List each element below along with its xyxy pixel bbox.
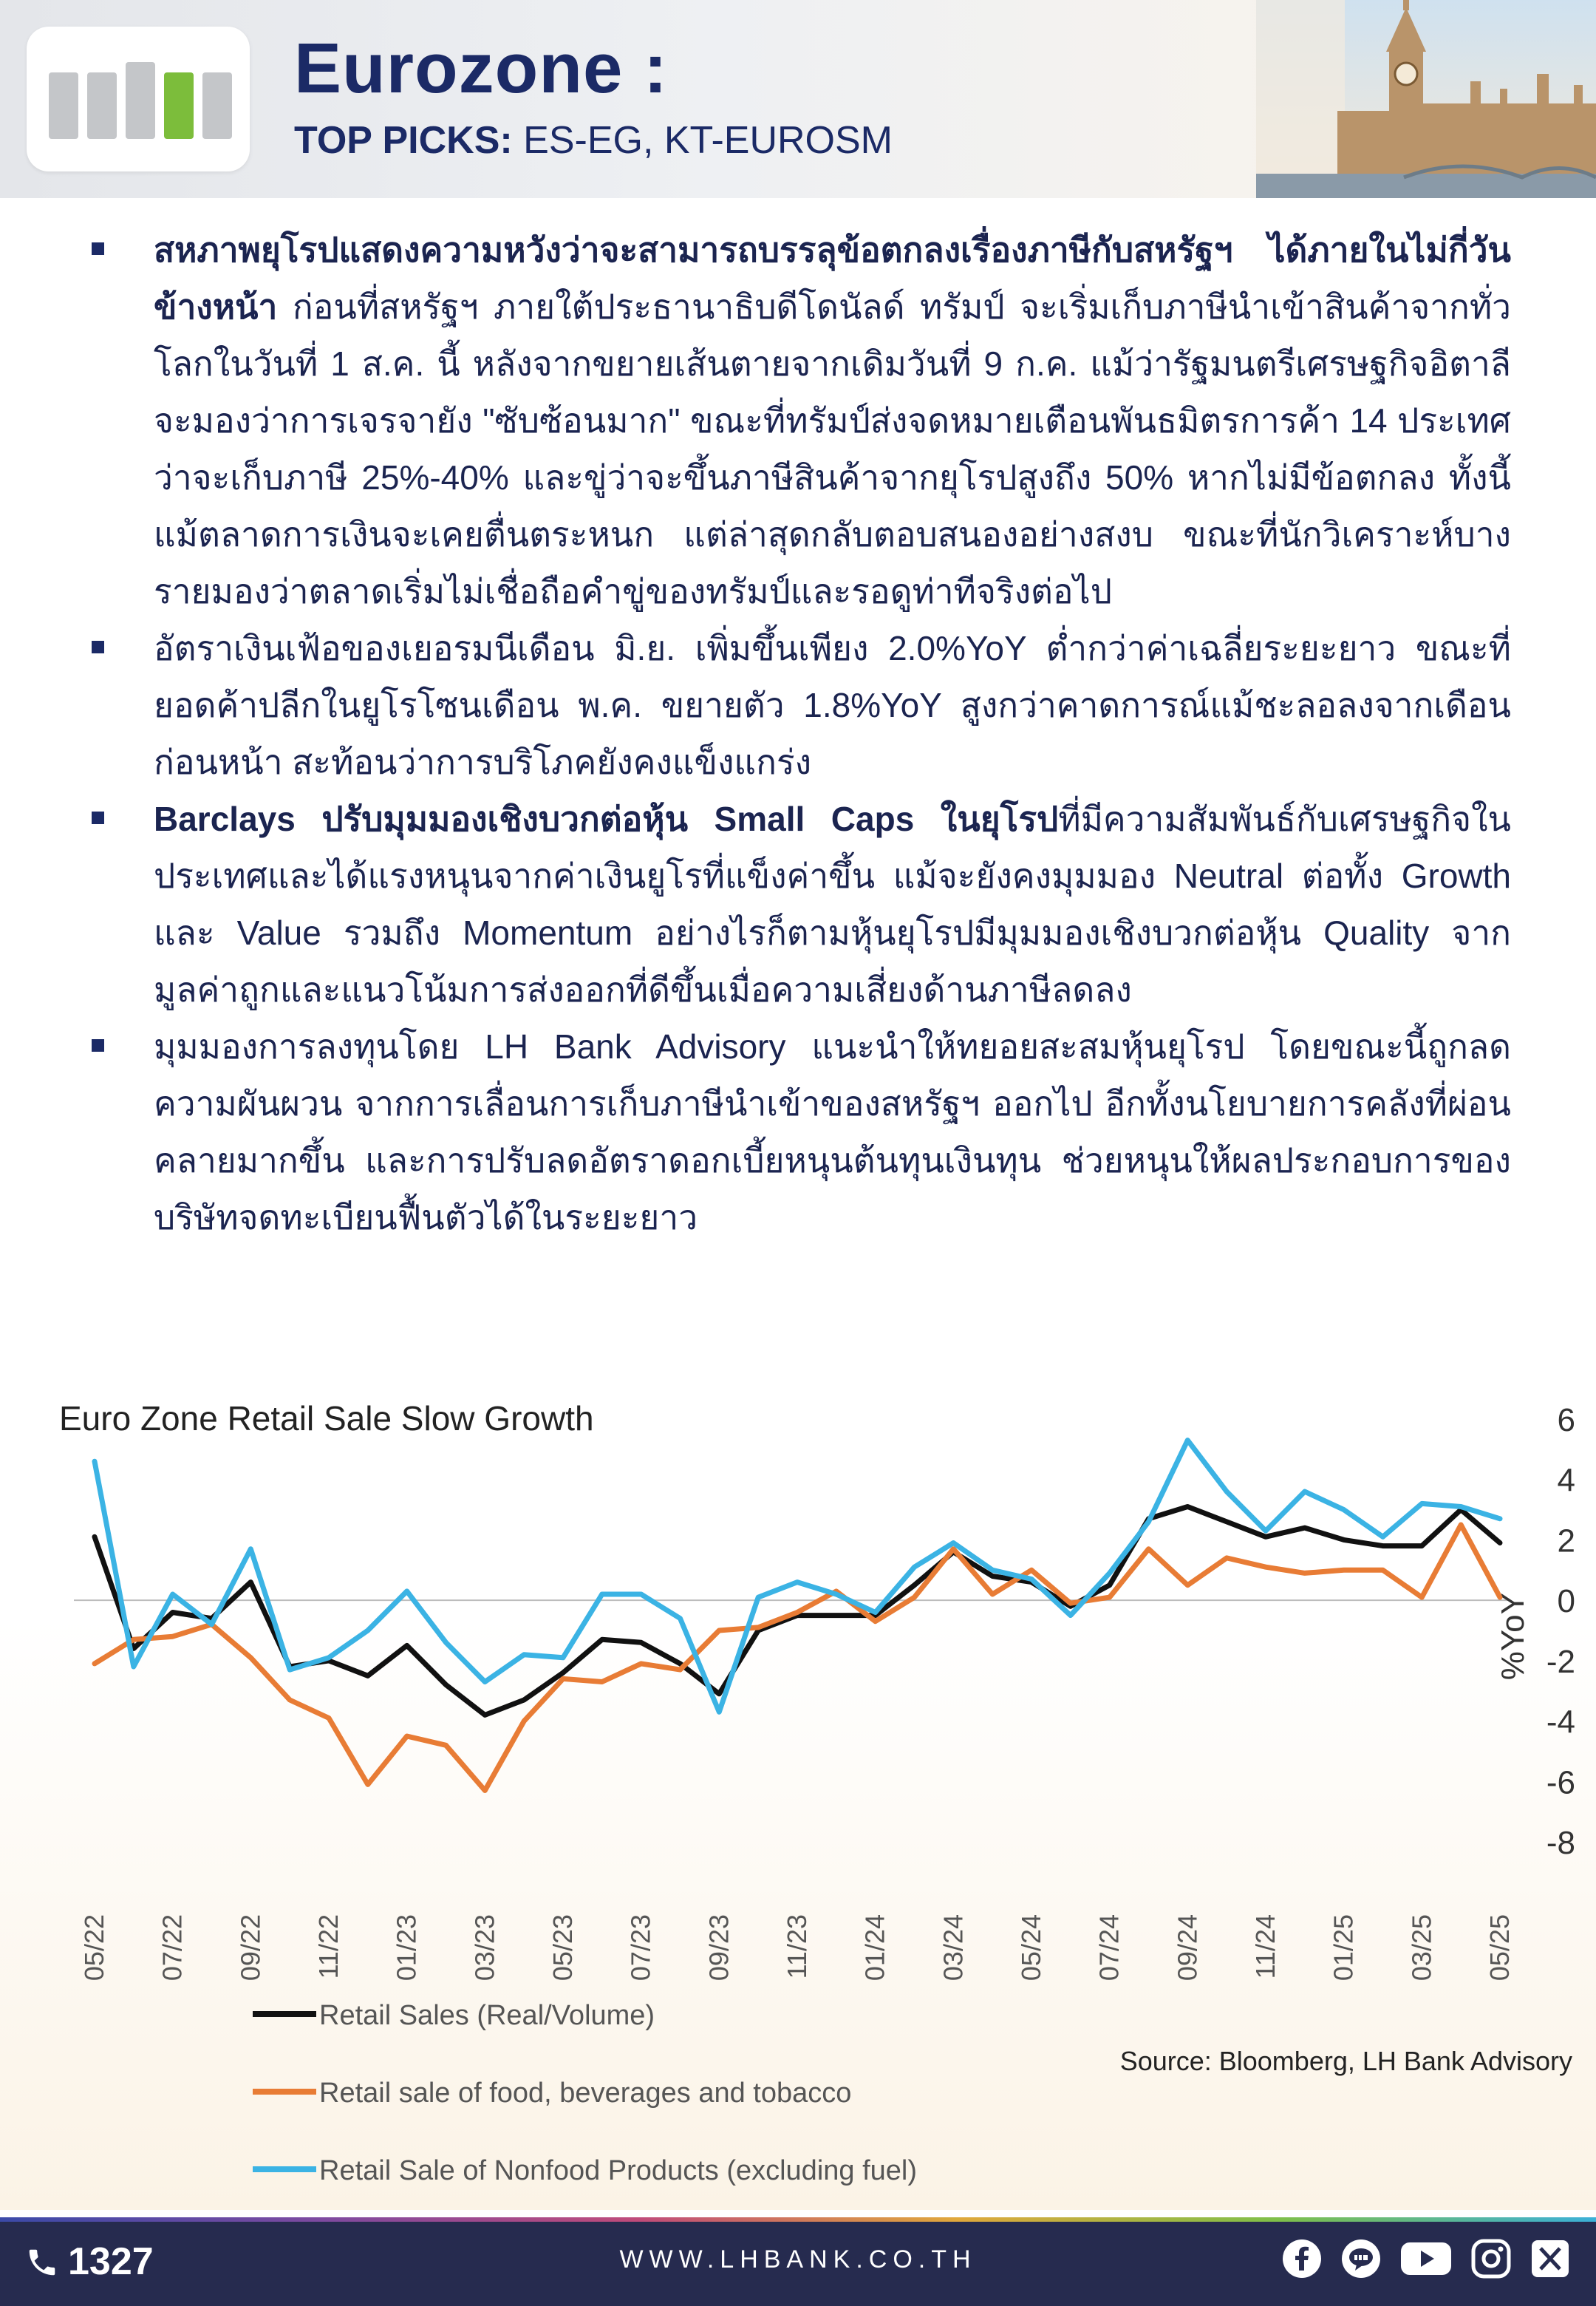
header [0, 0, 1596, 198]
x-tick-label: 09/22 [235, 1914, 266, 1982]
x-tick-label: 01/23 [391, 1914, 422, 1982]
y-tick-label: 0 [1557, 1583, 1575, 1620]
y-axis-label: %YoY [1495, 1593, 1531, 1681]
logo-bar [202, 72, 232, 139]
logo-bar [87, 72, 117, 139]
legend-label: Retail Sales (Real/Volume) [319, 2000, 655, 2031]
chart-plot [0, 1375, 1596, 2210]
london-skyline-image [1256, 0, 1596, 198]
x-tick-label: 05/24 [1016, 1914, 1046, 1982]
instagram-icon[interactable] [1470, 2238, 1512, 2279]
x-twitter-icon[interactable] [1530, 2238, 1571, 2279]
y-tick-label: 6 [1557, 1402, 1575, 1438]
x-tick-label: 03/24 [938, 1914, 969, 1982]
bullet-lh-bank-view [81, 1018, 1511, 1246]
x-tick-label: 03/25 [1406, 1914, 1437, 1982]
y-tick-label: -2 [1546, 1643, 1575, 1680]
line-icon[interactable] [1340, 2238, 1382, 2279]
bullet-text: ที่มีความสัมพันธ์กับเศรษฐกิจในประเทศและได้แรงหนุนจากค่าเงินยูโรที่แข็งค่าขึ้น แม้จะยังคงมุมมอง Neutral ต่อทั้ง Growth และ Value รวมถึง Momentum อย่างไรก็ตามหุ้นยุโรปมีมุมมองเชิงบวกต่อหุ้น Quality จากมูลค่าถูกและแนวโน้มการส่งออกที่ดีขึ้นเมื่อความเสี่ยงด้านภาษีลดลง [154, 800, 1511, 1009]
bullet-barclays-small-caps [81, 791, 1511, 1018]
bullet-text: อัตราเงินเฟ้อของเยอรมนีเดือน มิ.ย. เพิ่มขึ้นเพียง 2.0%YoY ต่ำกว่าค่าเฉลี่ยระยะยาว ขณะที่ยอดค้าปลีกในยูโรโซนเดือน พ.ค. ขยายตัว 1.8%YoY สูงกว่าคาดการณ์แม้ชะลอลงจากเดือนก่อนหน้า สะท้อนว่าการบริโภคยังคงแข็งแกร่ง [154, 629, 1511, 781]
bullet-eu-us-trade-deal [81, 222, 1511, 620]
legend-label: Retail Sale of Nonfood Products (excluding fuel) [319, 2155, 918, 2186]
website-link[interactable]: WWW.LHBANK.CO.TH [619, 2245, 977, 2273]
bullet-square-icon [92, 812, 104, 824]
legend-label: Retail sale of food, beverages and tobacco [319, 2078, 852, 2109]
facebook-icon[interactable] [1281, 2238, 1323, 2279]
bullet-square-icon [92, 1039, 104, 1052]
retail-sales-chart [0, 1375, 1596, 2210]
x-tick-label: 11/23 [782, 1914, 812, 1979]
bullet-square-icon [92, 641, 104, 653]
news-bullets [81, 222, 1511, 1246]
bullet-square-icon [92, 242, 104, 255]
y-tick-label: -6 [1546, 1764, 1575, 1801]
bullet-inflation-retail [81, 620, 1511, 791]
logo-bar [126, 62, 155, 139]
x-tick-label: 09/23 [703, 1914, 734, 1982]
x-tick-label: 07/23 [625, 1914, 656, 1982]
x-tick-label: 11/22 [313, 1914, 344, 1979]
x-tick-label: 03/23 [469, 1914, 500, 1982]
bullet-headline: Barclays ปรับมุมมองเชิงบวกต่อหุ้น Small Caps ในยุโรป [154, 800, 1059, 838]
x-tick-label: 01/24 [859, 1914, 890, 1982]
x-tick-label: 05/22 [79, 1914, 109, 1982]
chart-source: Source: Bloomberg, LH Bank Advisory [1119, 2046, 1572, 2076]
y-tick-label: 4 [1557, 1462, 1575, 1499]
y-tick-label: 2 [1557, 1523, 1575, 1560]
logo [27, 27, 250, 171]
subtitle-bold: TOP PICKS: [294, 119, 513, 162]
footer [0, 2217, 1596, 2306]
x-tick-label: 01/25 [1328, 1914, 1359, 1982]
x-tick-label: 05/25 [1484, 1914, 1515, 1982]
x-tick-label: 07/22 [157, 1914, 188, 1982]
page-subtitle [294, 118, 893, 163]
logo-bar [164, 72, 194, 139]
bullet-text: มุมมองการลงทุนโดย LH Bank Advisory แนะนำให้ทยอยสะสมหุ้นยุโรป โดยขณะนี้ถูกลดความผันผวน จากการเลื่อนการเก็บภาษีนำเข้าของสหรัฐฯ ออกไป อีกทั้งนโยบายการคลังที่ผ่อนคลายมากขึ้น และการปรับลดอัตราดอกเบี้ยหนุนต้นทุนเงินทุน ช่วยหนุนให้ผลประกอบการของบริษัทจดทะเบียนฟื้นตัวได้ในระยะยาว [154, 1027, 1511, 1237]
x-tick-label: 11/24 [1250, 1914, 1280, 1979]
youtube-icon[interactable] [1399, 2238, 1453, 2279]
bullet-headline: สหภาพยุโรปแสดงความหวังว่าจะสามารถบรรลุข้อตกลงเรื่องภาษีกับสหรัฐฯ ได้ภายในไม่กี่วันข้างหน้า [154, 231, 1511, 326]
y-tick-label: -4 [1546, 1704, 1575, 1741]
phone-number[interactable]: 1327 [68, 2240, 154, 2283]
bullet-text: ก่อนที่สหรัฐฯ ภายใต้ประธานาธิบดีโดนัลด์ ทรัมป์ จะเริ่มเก็บภาษีนำเข้าสินค้าจากทั่วโลกในวันที่ 1 ส.ค. นี้ หลังจากขยายเส้นตายจากเดิมวันที่ 9 ก.ค. แม้ว่ารัฐมนตรีเศรษฐกิจอิตาลีจะมองว่าการเจรจายัง "ซับซ้อนมาก" ขณะที่ทรัมป์ส่งจดหมายเตือนพันธมิตรการค้า 14 ประเทศว่าจะเก็บภาษี 25%-40% และขู่ว่าจะขึ้นภาษีสินค้าจากยุโรปสูงถึง 50% หากไม่มีข้อตกลง ทั้งนี้ แม้ตลาดการเงินจะเคยตื่นตระหนก แต่ล่าสุดกลับตอบสนองอย่างสงบ ขณะที่นักวิเคราะห์บางรายมองว่าตลาดเริ่มไม่เชื่อถือคำขู่ของทรัมป์และรอดูท่าทีจริงต่อไป [154, 288, 1511, 610]
chart-background [0, 1619, 1596, 2210]
subtitle-rest: ES-EG, KT-EUROSM [512, 119, 893, 162]
footer-accent-line [0, 2217, 1596, 2222]
logo-bar [49, 72, 78, 139]
y-tick-label: -8 [1546, 1825, 1575, 1861]
page-title: Eurozone : [294, 29, 668, 108]
chart-title: Euro Zone Retail Sale Slow Growth [59, 1399, 594, 1438]
x-tick-label: 05/23 [548, 1914, 578, 1982]
social-links [1281, 2238, 1571, 2279]
x-tick-label: 07/24 [1094, 1914, 1125, 1982]
x-tick-label: 09/24 [1172, 1914, 1203, 1982]
